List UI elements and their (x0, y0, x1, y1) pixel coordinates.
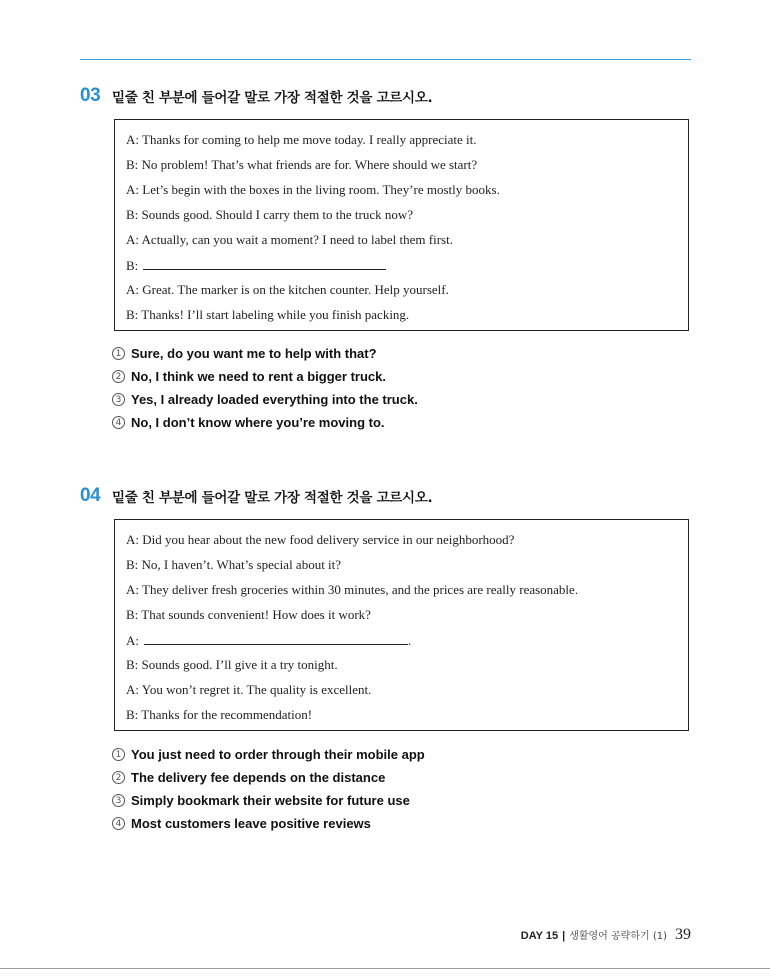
choice-text: Most customers leave positive reviews (131, 816, 371, 831)
choice-marker: 3 (112, 794, 125, 807)
dialog-line-blank (126, 632, 411, 649)
page-footer (521, 926, 691, 944)
dialog-line: A: Let’s begin with the boxes in the living room. They’re mostly books. (126, 182, 500, 197)
choice-marker: 3 (112, 393, 125, 406)
dialog-line: A: Actually, can you wait a moment? I need to label them first. (126, 232, 453, 247)
bottom-divider (0, 968, 770, 969)
dialog-line: A: Did you hear about the new food delivery service in our neighborhood? (126, 532, 515, 547)
speaker-label: B: (126, 258, 139, 273)
question-3-header (80, 84, 432, 108)
dialog-line: B: No problem! That’s what friends are for. Where should we start? (126, 157, 478, 172)
answer-blank (143, 257, 386, 270)
choice-marker: 1 (112, 748, 125, 761)
page-number: 39 (675, 926, 691, 943)
speaker-label: A: (126, 633, 139, 648)
footer-chapter-title: 생활영어 공략하기 (1) (569, 931, 667, 942)
question-3-instruction: 밑줄 친 부분에 들어갈 말로 가장 적절한 것을 고르시오. (112, 90, 433, 106)
dialog-line: B: Sounds good. I’ll give it a try tonight. (126, 657, 338, 672)
choice-text: No, I don’t know where you’re moving to. (131, 415, 385, 430)
choice-option[interactable] (112, 346, 377, 361)
choice-marker: 4 (112, 416, 125, 429)
choice-text: The delivery fee depends on the distance (131, 770, 386, 785)
blank-suffix: . (408, 633, 412, 648)
question-4-number: 04 (80, 485, 101, 506)
dialog-line-blank (126, 257, 386, 274)
choice-option[interactable] (112, 747, 425, 762)
choice-option[interactable] (112, 770, 385, 785)
dialog-line: A: They deliver fresh groceries within 30 minutes, and the prices are really reasonable. (126, 582, 579, 597)
choice-marker: 2 (112, 771, 125, 784)
dialog-line: B: Thanks for the recommendation! (126, 707, 313, 722)
question-4-header (80, 484, 432, 508)
question-3-dialog-box (114, 119, 689, 331)
choice-option[interactable] (112, 793, 410, 808)
answer-blank (144, 632, 408, 645)
choice-text: No, I think we need to rent a bigger truck. (131, 369, 386, 384)
choice-marker: 2 (112, 370, 125, 383)
choice-option[interactable] (112, 392, 418, 407)
footer-day: DAY 15 (520, 930, 559, 942)
choice-marker: 1 (112, 347, 125, 360)
choice-text: Sure, do you want me to help with that? (131, 346, 377, 361)
dialog-line: A: Great. The marker is on the kitchen counter. Help yourself. (126, 282, 449, 297)
choice-text: You just need to order through their mobile app (131, 747, 425, 762)
dialog-line: A: Thanks for coming to help me move today. I really appreciate it. (126, 132, 477, 147)
choice-marker: 4 (112, 817, 125, 830)
question-4-dialog-box (114, 519, 689, 731)
choice-text: Simply bookmark their website for future use (131, 793, 410, 808)
choice-option[interactable] (112, 816, 371, 831)
dialog-line: B: Thanks! I’ll start labeling while you finish packing. (126, 307, 410, 322)
top-divider (80, 59, 691, 60)
choice-text: Yes, I already loaded everything into the truck. (131, 392, 418, 407)
choice-option[interactable] (112, 415, 385, 430)
dialog-line: B: Sounds good. Should I carry them to the truck now? (126, 207, 414, 222)
dialog-line: B: That sounds convenient! How does it work? (126, 607, 371, 622)
question-4-instruction: 밑줄 친 부분에 들어갈 말로 가장 적절한 것을 고르시오. (112, 490, 433, 506)
dialog-line: B: No, I haven’t. What’s special about it? (126, 557, 342, 572)
footer-separator: | (562, 930, 566, 942)
choice-option[interactable] (112, 369, 386, 384)
question-3-number: 03 (80, 85, 101, 106)
dialog-line: A: You won’t regret it. The quality is excellent. (126, 682, 372, 697)
